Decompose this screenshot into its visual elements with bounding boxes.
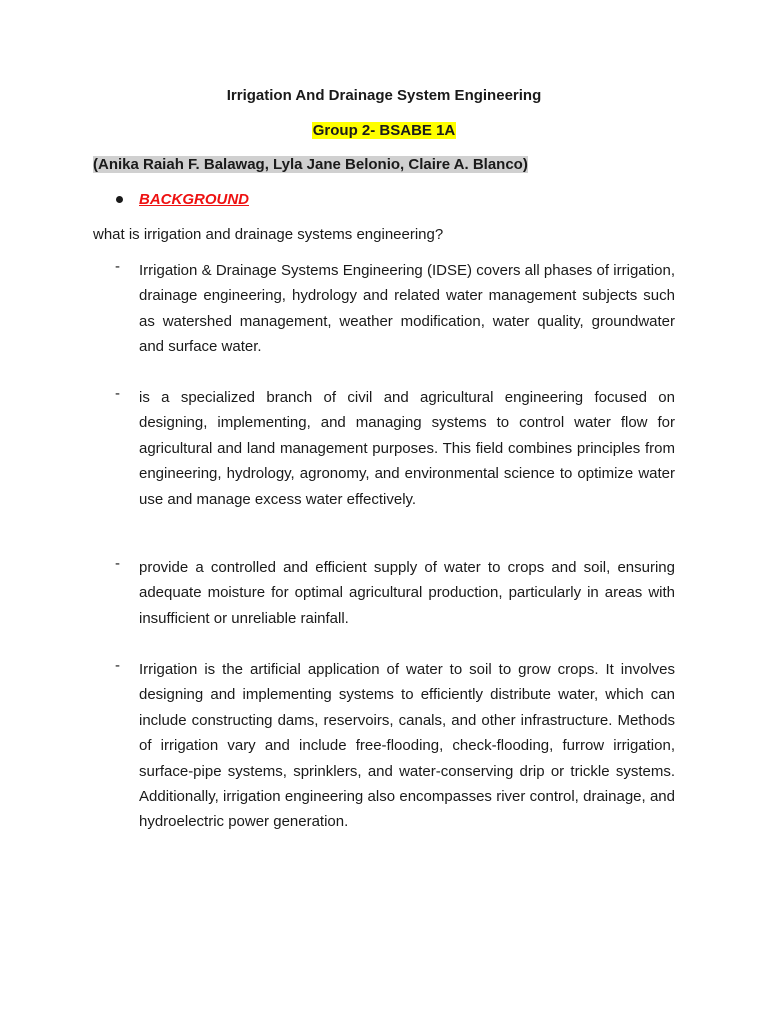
dash-marker: - — [115, 258, 120, 275]
dash-marker: - — [115, 555, 120, 572]
group-highlight: Group 2- BSABE 1A — [312, 122, 456, 139]
group-label — [0, 122, 768, 140]
dash-marker: - — [115, 657, 120, 674]
list-item-text: Irrigation & Drainage Systems Engineering (IDSE) covers all phases of irrigation, drainage engineering, hydrology and related water management subjects such as watershed management, weather modification, water quality, groundwater and surface water. — [139, 262, 675, 356]
authors-highlight: (Anika Raiah F. Balawag, Lyla Jane Belonio, Claire A. Blanco) — [93, 156, 528, 173]
list-item-text: provide a controlled and efficient supply of water to crops and soil, ensuring adequate moisture for optimal agricultural production, particularly in areas with insufficient or unreliable rainfall. — [139, 559, 675, 627]
list-item-text: Irrigation is the artificial application of water to soil to grow crops. It involves designing and implementing systems to efficiently distribute water, which can include constructing dams, reservoirs, canals, and other infrastructure. Methods of irrigation vary and include free-flooding, check-flooding, furrow irrigation, surface-pipe systems, sprinklers, and water-conserving drip or trickle systems. Additionally, irrigation engineering also encompasses river control, drainage, and hydroelectric power generation. — [139, 661, 675, 831]
list-item-text: is a specialized branch of civil and agricultural engineering focused on designing, implementing, and managing systems to control water flow for agricultural and land management purposes. This field combines principles from engineering, hydrology, agronomy, and environmental science to optimize water use and manage excess water effectively. — [139, 389, 675, 508]
dash-marker: - — [115, 385, 120, 402]
bullet-icon — [116, 196, 123, 203]
section-heading: BACKGROUND — [139, 191, 249, 208]
question-line: what is irrigation and drainage systems engineering? — [93, 226, 444, 243]
authors-line — [93, 156, 528, 174]
document-title: Irrigation And Drainage System Engineering — [226, 87, 542, 104]
